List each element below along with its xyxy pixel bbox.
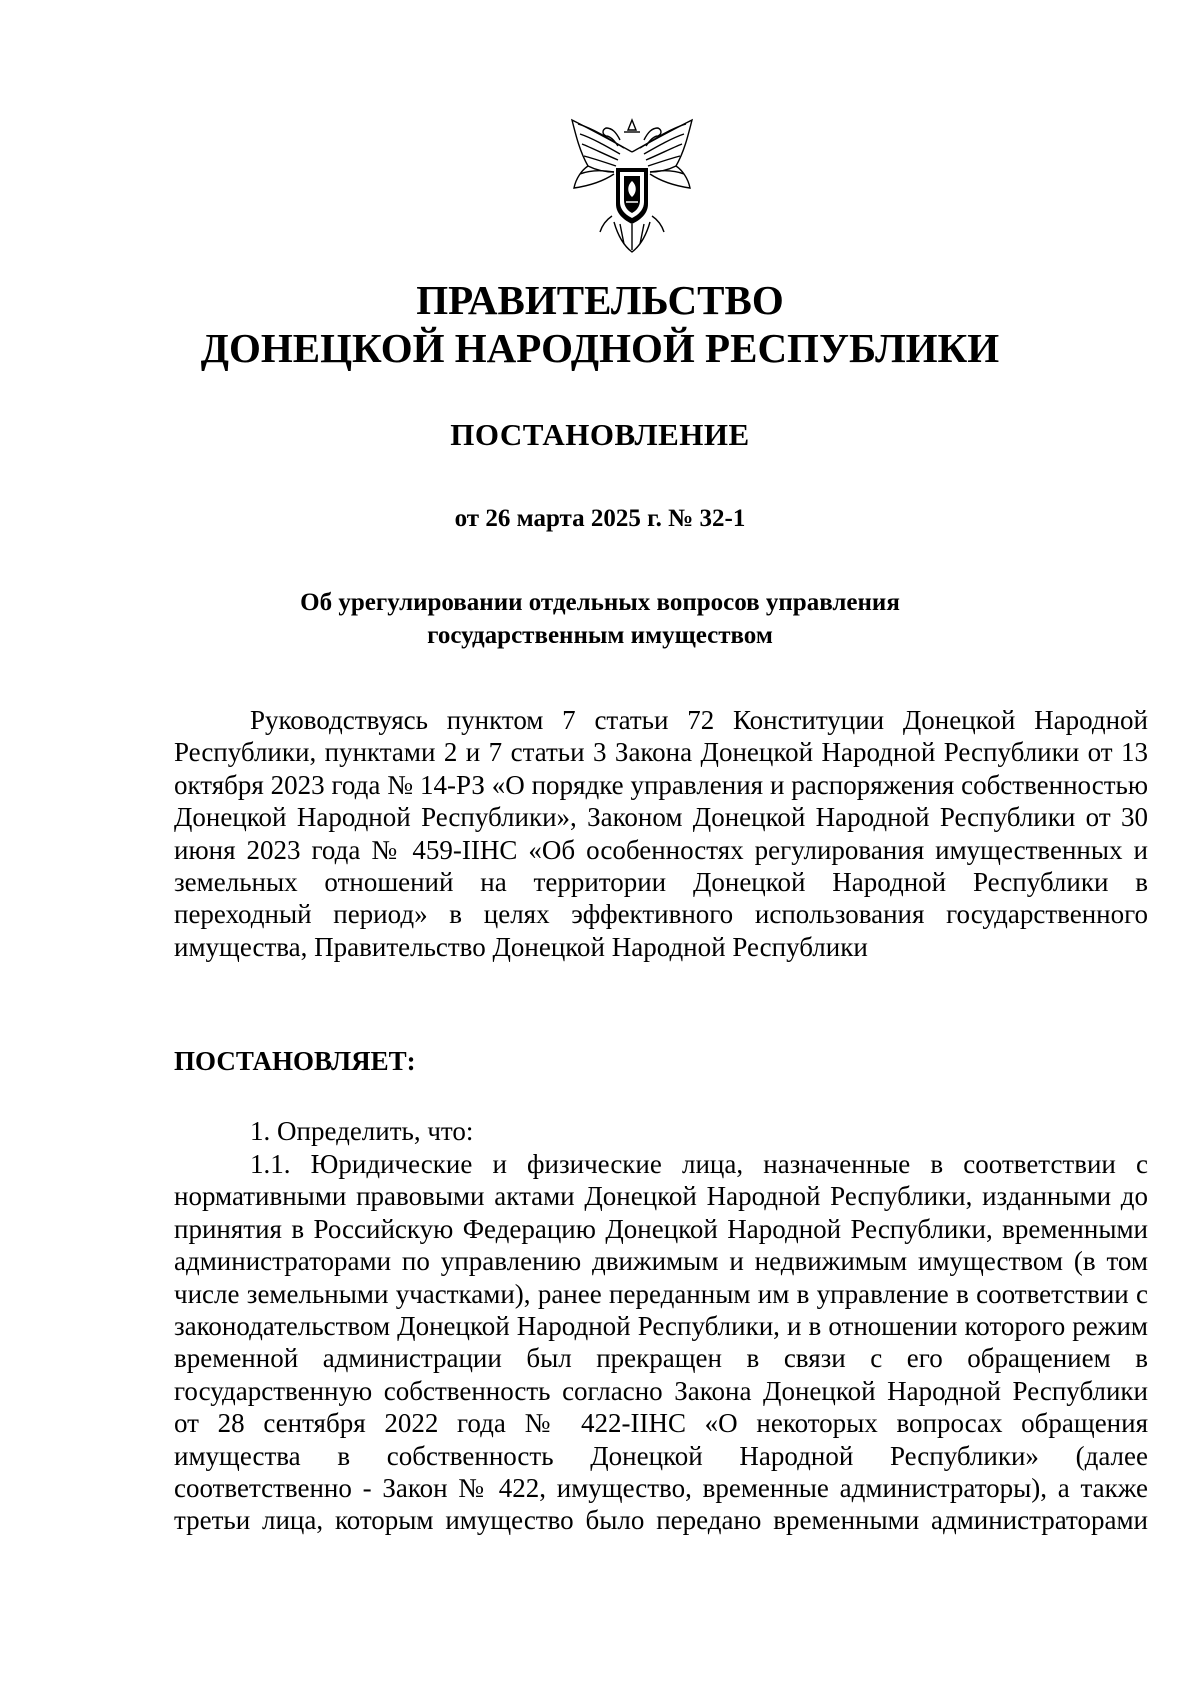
coat-of-arms-icon (562, 112, 702, 260)
subject-line2: государственным имуществом (427, 622, 773, 649)
document-type: ПОСТАНОВЛЕНИЕ (450, 417, 750, 452)
subject-line1: Об урегулировании отдельных вопросов управления (300, 589, 900, 616)
date-number: от 26 марта 2025 г. № 32-1 (454, 505, 746, 532)
preamble: Руководствуясь пунктом 7 статьи 72 Конституции Донецкой Народной Республики, пунктами 2 и 7 статьи 3 Закона Донецкой Народной Республики от 13 октября 2023 года № 14-РЗ «О порядке управления и распоряжения собственностью Донецкой Народной Республики», Законом Донецкой Народной Республики от 30 июня 2023 года № 459-IIНС «Об особенностях регулирования имущественных и земельных отношений на территории Донецкой Народной Республики в переходный период» в целях эффективного использования государственного имущества, Правительство Донецкой Народной Республики (174, 705, 1148, 962)
resolves-heading: ПОСТАНОВЛЯЕТ: (174, 1046, 416, 1076)
government-title-line2: ДОНЕЦКОЙ НАРОДНОЙ РЕСПУБЛИКИ (200, 325, 1000, 371)
government-title-line1: ПРАВИТЕЛЬСТВО (416, 277, 784, 323)
subject (0, 586, 1200, 652)
item-1: 1. Определить, что: (250, 1116, 474, 1146)
item-1-1: 1.1. Юридические и физические лица, назначенные в соответствии с нормативными правовыми актами Донецкой Народной Республики, изданными до принятия в Российскую Федерацию Донецкой Народной Республики, временными администраторами по управлению движимым и недвижимым имуществом (в том числе земельными участками), ранее переданным им в управление в соответствии с законодательством Донецкой Народной Республики, и в отношении которого режим временной администрации был прекращен в связи с его обращением в государственную собственность согласно Закона Донецкой Народной Республики от 28 сентября 2022 года № 422-IIНС «О некоторых вопросах обращения имущества в собственность Донецкой Народной Республики» (далее соответственно - Закон № 422, имущество, временные администраторы), а также третьи лица, которым имущество было передано временными администраторами (174, 1149, 1148, 1536)
